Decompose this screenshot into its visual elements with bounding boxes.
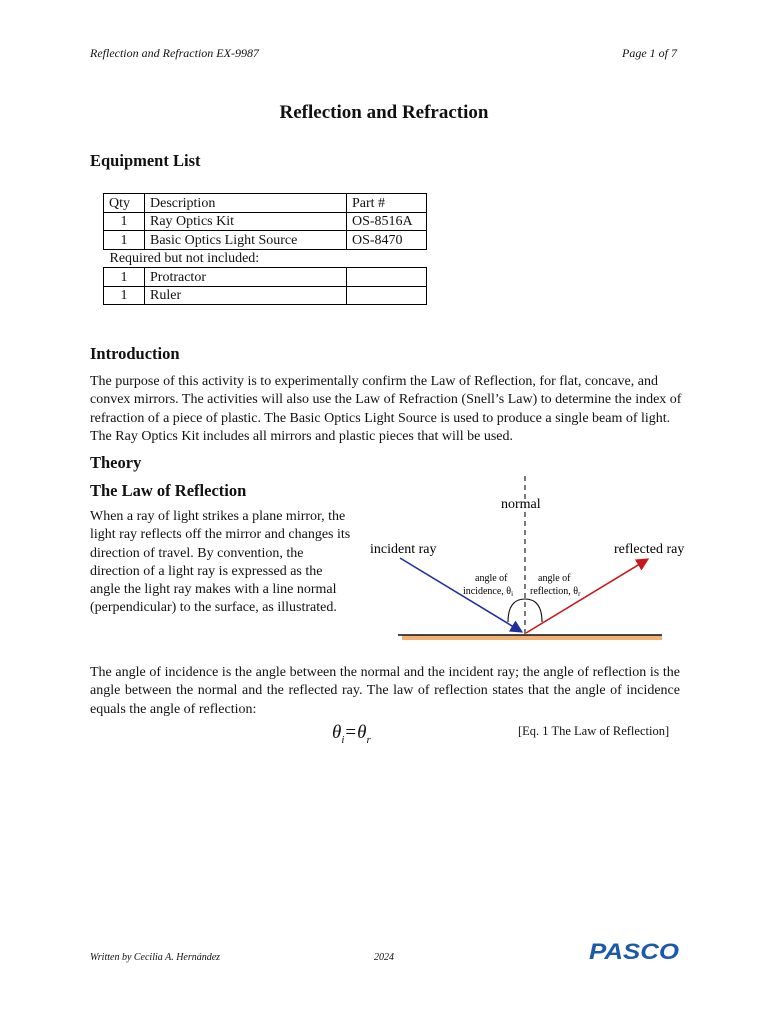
table-row xyxy=(104,286,427,305)
incidence-label-line2 xyxy=(463,586,513,598)
normal-label: normal xyxy=(501,497,541,512)
qty-cell: 1 xyxy=(104,212,145,231)
reflection-label-line1: angle of xyxy=(538,573,571,584)
column-header-part: Part # xyxy=(347,194,427,213)
qty-cell: 1 xyxy=(104,286,145,305)
angle-definition-paragraph: The angle of incidence is the angle between the normal and the incident ray; the angle of reflection is the angle between the normal and the reflected ray. The law of reflection states that the angle of incidence equals the angle of reflection: xyxy=(90,665,680,717)
introduction-paragraph: The purpose of this activity is to experimentally confirm the Law of Reflection, for flat, concave, and convex mirrors. The activities will also use the Law of Refraction (Snell’s Law) to determine the index of refraction of a piece of plastic. The Basic Optics Light Source is used to produce a single beam of light. The Ray Optics Kit includes all mirrors and plastic pieces that will be used. xyxy=(90,374,682,444)
incidence-label-line1: angle of xyxy=(475,573,508,584)
theta-symbol: θ xyxy=(332,722,342,743)
equipment-heading: Equipment List xyxy=(90,151,201,170)
header-document-id: Reflection and Refraction EX-9987 xyxy=(90,46,259,60)
reflection-subscript: r xyxy=(578,590,581,598)
reflection-paragraph: When a ray of light strikes a plane mirror, the light ray reflects off the mirror and changes its direction of travel. By convention, the direction of a light ray is expressed as the angle the light ray makes with a line normal (perpendicular) to the surface, as illustrated. xyxy=(90,509,351,616)
table-note-row xyxy=(104,249,427,268)
description-cell: Ray Optics Kit xyxy=(145,212,347,231)
part-cell: OS-8516A xyxy=(347,212,427,231)
part-cell xyxy=(347,268,427,287)
part-cell xyxy=(347,286,427,305)
qty-cell: 1 xyxy=(104,268,145,287)
law-of-reflection-equation xyxy=(332,722,371,746)
subscript-i: i xyxy=(341,733,345,746)
equipment-table xyxy=(103,193,427,305)
pasco-logo xyxy=(589,940,680,962)
law-of-reflection-heading: The Law of Reflection xyxy=(90,481,247,500)
incident-ray-label: incident ray xyxy=(370,542,437,557)
incidence-subscript: i xyxy=(511,590,514,598)
theory-heading: Theory xyxy=(90,453,142,472)
description-cell: Ruler xyxy=(145,286,347,305)
footer-author: Written by Cecilia A. Hernández xyxy=(90,952,221,963)
table-row xyxy=(104,212,427,231)
subscript-r: r xyxy=(366,733,371,746)
footer-year: 2024 xyxy=(374,952,394,963)
table-row xyxy=(104,268,427,287)
equation-label: [Eq. 1 The Law of Reflection] xyxy=(518,724,670,738)
qty-cell: 1 xyxy=(104,231,145,250)
reflection-label-line2 xyxy=(530,586,581,598)
description-cell: Basic Optics Light Source xyxy=(145,231,347,250)
column-header-qty: Qty xyxy=(104,194,145,213)
page-title: Reflection and Refraction xyxy=(279,102,489,123)
reflection-diagram xyxy=(362,470,692,645)
reflection-label-text: reflection, θ xyxy=(530,586,579,597)
introduction-heading: Introduction xyxy=(90,344,180,363)
part-cell: OS-8470 xyxy=(347,231,427,250)
incidence-label-text: incidence, θ xyxy=(463,586,512,597)
table-row xyxy=(104,231,427,250)
table-header-row xyxy=(104,194,427,213)
equals-sign: = xyxy=(345,722,357,743)
header-page-number: Page 1 of 7 xyxy=(622,46,677,60)
pasco-logo-text: PASCO xyxy=(589,940,679,962)
column-header-description: Description xyxy=(145,194,347,213)
theta-symbol: θ xyxy=(357,722,367,743)
description-cell: Protractor xyxy=(145,268,347,287)
required-note: Required but not included: xyxy=(109,251,260,266)
reflected-ray-label: reflected ray xyxy=(614,542,685,557)
